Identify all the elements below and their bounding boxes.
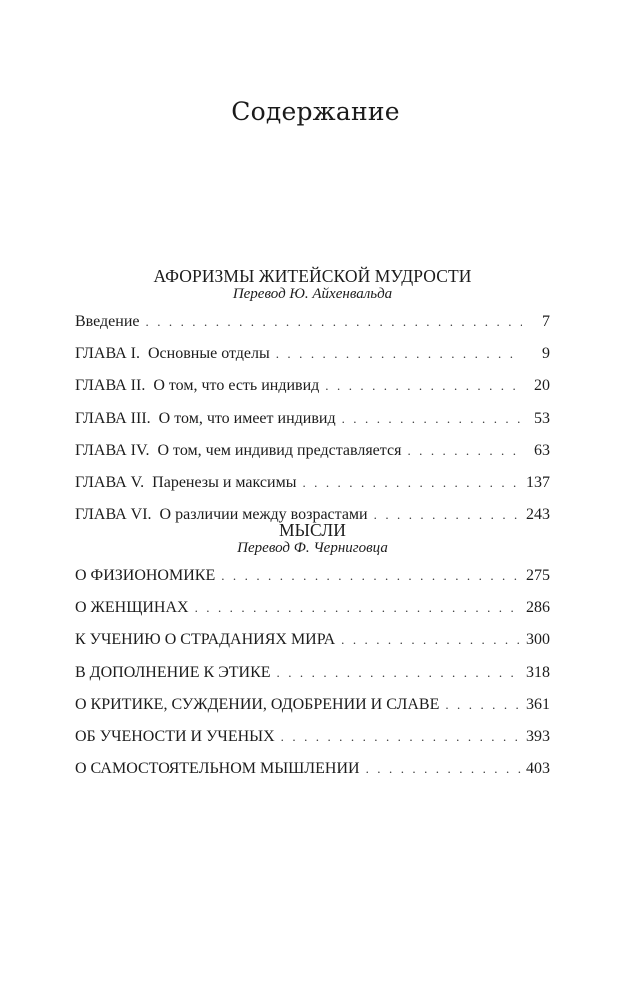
entry-page-number: 286: [526, 599, 550, 617]
toc-entries: [75, 566, 550, 791]
dot-leader: [146, 312, 523, 332]
entry-title: ГЛАВА III. О том, что имеет индивид: [75, 409, 336, 427]
entry-title: ОБ УЧЕНОСТИ И УЧЕНЫХ: [75, 727, 275, 745]
entry-title: О САМОСТОЯТЕЛЬНОМ МЫШЛЕНИИ: [75, 760, 360, 778]
dot-leader: [195, 598, 522, 618]
entry-page-number: 7: [542, 313, 550, 330]
section-subtitle: Перевод Ю. Айхенвальда: [232, 286, 393, 302]
toc-entry[interactable]: [75, 727, 550, 759]
entry-page-number: 20: [534, 377, 550, 395]
toc-entry[interactable]: [75, 566, 550, 598]
dot-leader: [302, 473, 522, 493]
entry-title: ГЛАВА I. Основные отделы: [75, 345, 270, 363]
toc-entry[interactable]: [75, 630, 550, 662]
entry-page-number: 300: [526, 631, 550, 649]
entry-page-number: 9: [542, 345, 550, 363]
entry-title: ГЛАВА II. О том, что есть индивид: [75, 377, 320, 395]
toc-entry[interactable]: [75, 441, 550, 473]
entry-page-number: 403: [526, 760, 550, 778]
entry-page-number: 137: [526, 473, 550, 491]
entry-page-number: 393: [526, 727, 550, 745]
toc-entry[interactable]: [75, 663, 550, 695]
toc-entry[interactable]: [75, 695, 550, 727]
toc-entry[interactable]: [75, 473, 550, 505]
entry-title: О КРИТИКЕ, СУЖДЕНИИ, ОДОБРЕНИИ И СЛАВЕ: [75, 695, 440, 713]
entry-page-number: 318: [526, 663, 550, 681]
toc-entry[interactable]: [75, 759, 550, 791]
toc-entries: [75, 312, 550, 537]
toc-entry[interactable]: [75, 344, 550, 376]
entry-page-number: 275: [526, 567, 550, 584]
toc-entry[interactable]: [75, 598, 550, 630]
toc-section-aphorisms: [75, 266, 550, 537]
entry-page-number: 63: [534, 441, 550, 459]
entry-page-number: 243: [526, 506, 550, 524]
dot-leader: [277, 663, 522, 683]
page-title: Содержание: [231, 97, 400, 126]
entry-title: ГЛАВА VI. О различии между возрастами: [75, 506, 368, 524]
dot-leader: [325, 376, 522, 396]
section-heading: АФОРИЗМЫ ЖИТЕЙСКОЙ МУДРОСТИ: [153, 266, 472, 286]
entry-page-number: 361: [526, 695, 550, 713]
dot-leader: [445, 695, 522, 715]
entry-title: ГЛАВА V. Паренезы и максимы: [75, 473, 297, 491]
dot-leader: [281, 727, 522, 747]
toc-entry[interactable]: [75, 312, 550, 344]
entry-title: Введение: [75, 313, 140, 330]
section-heading: МЫСЛИ: [278, 520, 347, 540]
toc-entry[interactable]: [75, 409, 550, 441]
dot-leader: [342, 409, 522, 429]
entry-title: В ДОПОЛНЕНИЕ К ЭТИКЕ: [75, 663, 271, 681]
entry-title: О ФИЗИОНОМИКЕ: [75, 567, 216, 584]
toc-section-thoughts: [75, 520, 550, 791]
entry-title: К УЧЕНИЮ О СТРАДАНИЯХ МИРА: [75, 631, 336, 649]
toc-entry[interactable]: [75, 376, 550, 408]
dot-leader: [341, 630, 522, 650]
entry-title: О ЖЕНЩИНАХ: [75, 599, 189, 617]
dot-leader: [221, 566, 522, 586]
dot-leader: [276, 344, 522, 364]
dot-leader: [366, 759, 522, 779]
section-subtitle: Перевод Ф. Черниговца: [237, 540, 388, 556]
dot-leader: [407, 441, 522, 461]
entry-title: ГЛАВА IV. О том, чем индивид представляется: [75, 441, 402, 459]
entry-page-number: 53: [534, 409, 550, 427]
